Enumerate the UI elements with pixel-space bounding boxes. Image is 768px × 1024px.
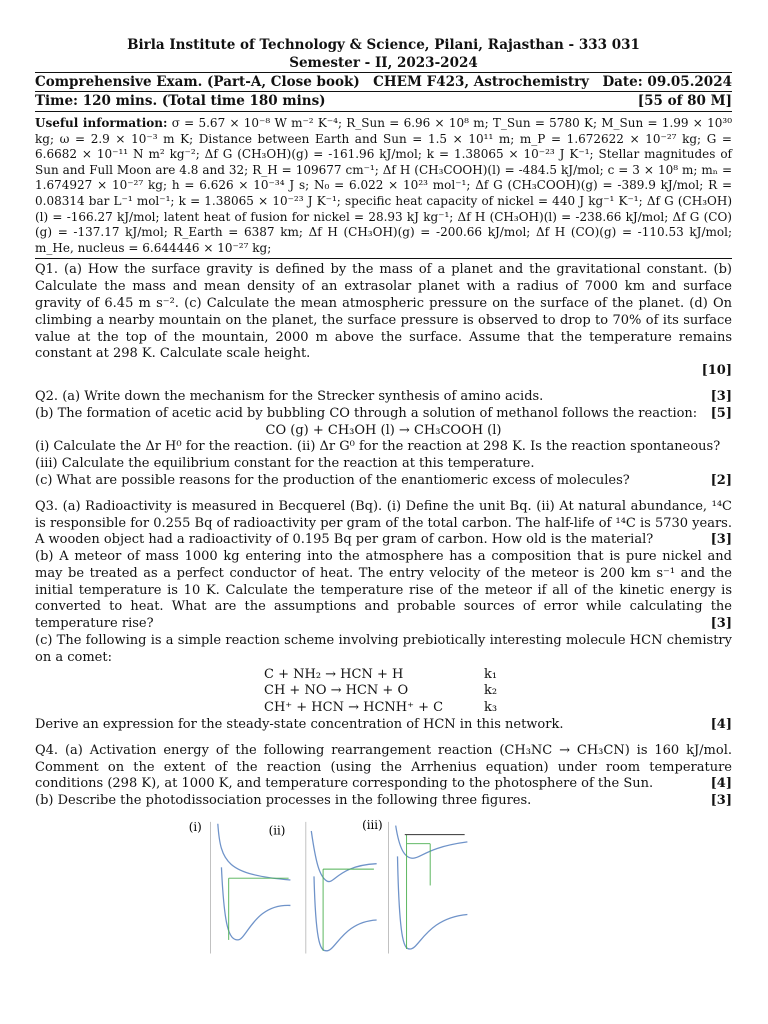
figure-i (211, 822, 291, 954)
figure-ii (306, 822, 377, 954)
q3b-marks: [3] (710, 616, 732, 632)
q2-part-i: (i) Calculate the Δr H⁰ for the reaction. (ii) Δr G⁰ for the reaction at 298 K. Is the reaction spontaneous? (35, 439, 721, 455)
useful-text: σ = 5.67 × 10⁻⁸ W m⁻² K⁻⁴; R_Sun = 6.96 × 10⁸ m; T_Sun = 5780 K; M_Sun = 1.99 × 10³⁰ kg; ω = 2.9 × 10⁻³ m K; Distance between Earth and Sun = 1.5 × 10¹¹ m; m_P = 1.672622 × 10⁻²⁷ kg; G = 6.6682 × 10⁻¹¹ N m² kg⁻²; Δf G (CH₃OH)(g) = -161.96 kJ/mol; k = 1.38065 × 10⁻²³ J K⁻¹; Stellar magnitudes of Sun and Full Moon are 4.8 and 32; R_H = 109677 cm⁻¹; Δf H (CH₃COOH)(l) = -484.5 kJ/mol; c = 3 × 10⁸ m; mₙ = 1.674927 × 10⁻²⁷ kg; h = 6.626 × 10⁻³⁴ J s; N₀ = 6.022 × 10²³ mol⁻¹; Δf G (CH₃COOH)(g) = -389.9 kJ/mol; R = 0.08314 bar L⁻¹ mol⁻¹; k = 1.38065 × 10⁻²³ J K⁻¹; specific heat capacity of nickel = 440 J kg⁻¹ K⁻¹; Δf G (CH₃OH)(l) = -166.27 kJ/mol; latent heat of fusion for nickel = 28.93 kJ kg⁻¹; Δf H (CH₃OH)(l) = -238.66 kJ/mol; Δf G (CO)(g) = -137.17 kJ/mol; R_Earth = 6387 km; Δf H (CH₃OH)(g) = -200.66 kJ/mol; Δf H (CO)(g) = -110.53 kJ/mol; m_He, nucleus = 6.644446 × 10⁻²⁷ kg; (35, 116, 732, 255)
q4b-marks: [3] (710, 793, 732, 809)
exam-marks: [55 of 80 M] (637, 93, 732, 109)
fig-label-iii: (iii) (362, 818, 383, 833)
useful-label: Useful information: (35, 116, 168, 130)
time-info-bar (35, 91, 732, 112)
exam-type: Comprehensive Exam. (Part-A, Close book) (35, 74, 360, 90)
q4a-marks: [4] (710, 776, 732, 792)
institute-name: Birla Institute of Technology & Science, Pilani, Rajasthan - 333 031 (127, 37, 640, 53)
reaction-eq: CH + NO → HCN + O (264, 683, 409, 699)
q2c-text: (c) What are possible reasons for the production of the enantiomeric excess of molecules? (35, 472, 630, 488)
q2-part-iii: (iii) Calculate the equilibrium constant for the reaction at this temperature. (35, 456, 535, 472)
figure-iii (388, 822, 467, 954)
exam-date: Date: 09.05.2024 (602, 74, 732, 90)
q3c-marks: [4] (710, 717, 732, 733)
fig-label-i: (i) (188, 820, 202, 835)
q1-marks: [10] (701, 363, 732, 379)
useful-information (35, 116, 732, 259)
q3b-text: (b) A meteor of mass 1000 kg entering into the atmosphere has a composition that is pure nickel and may be treated as a perfect conductor of heat. The entry velocity of the meteor is 200 km s⁻¹ and the initial temperature is 10 K. Calculate the temperature rise of the meteor if all of the kinetic energy is converted to heat. What are the assumptions and probable sources of error while calculating the temperature rise? (35, 549, 732, 632)
reaction-eq: CH⁺ + HCN → HCNH⁺ + C (264, 700, 444, 716)
q3a-marks: [3] (710, 532, 732, 548)
q2a-marks: [3] (710, 388, 732, 404)
exam-page (35, 36, 732, 810)
reaction-eq: C + NH₂ → HCN + H (264, 666, 404, 682)
q2c-marks: [2] (710, 472, 732, 488)
exam-info-bar (35, 72, 732, 91)
rate-constant: k₃ (484, 700, 498, 716)
q2a-text: Q2. (a) Write down the mechanism for the Strecker synthesis of amino acids. (35, 388, 544, 404)
fig-label-ii: (ii) (268, 823, 286, 838)
q2b-marks: [5] (710, 405, 732, 421)
q1-text: Q1. (a) How the surface gravity is defined by the mass of a planet and the gravitational constant. (b) Calculate the mass and mean density of an extrasolar planet with a radius of 7000 km and surface gravity of 6.45 m s⁻². (c) Calculate the mean atmospheric pressure on the surface of the planet. (d) On climbing a nearby mountain on the planet, the surface pressure is observed to drop to 70% of its surface value at the top of the mountain, 2000 m above the surface. Assume that the temperature remains constant at 298 K. Calculate scale height. (35, 262, 732, 362)
q3c-text: (c) The following is a simple reaction scheme involving prebiotically interesting molecule HCN chemistry on a comet: (35, 633, 732, 665)
q4b-text: (b) Describe the photodissociation processes in the following three figures. (35, 793, 532, 809)
q4a-text: Q4. (a) Activation energy of the following rearrangement reaction (CH₃NC → CH₃CN) is 160 kJ/mol. Comment on the extent of the reaction (using the Arrhenius equation) under room temperature conditions (298 K), at 1000 K, and temperature corresponding to the photosphere of the Sun. (35, 742, 732, 792)
reaction-row (35, 667, 732, 684)
exam-time: Time: 120 mins. (Total time 180 mins) (35, 93, 326, 109)
reaction-row (35, 683, 732, 700)
q3-derive: Derive an expression for the steady-state concentration of HCN in this network. (35, 717, 564, 733)
rate-constant: k₂ (484, 683, 498, 699)
semester: Semester - II, 2023-2024 (289, 55, 478, 71)
q2-equation: CO (g) + CH₃OH (l) → CH₃COOH (l) (265, 422, 502, 438)
question-1 (35, 262, 732, 380)
question-2 (35, 389, 732, 490)
potential-energy-figures (0, 810, 697, 970)
question-3 (35, 499, 732, 734)
q3a-text: Q3. (a) Radioactivity is measured in Becquerel (Bq). (i) Define the unit Bq. (ii) At natural abundance, ¹⁴C is responsible for 0.255 Bq of radioactivity per gram of the total carbon. The half-life of ¹⁴C is 5730 years. A wooden object had a radioactivity of 0.195 Bq per gram of carbon. How old is the material? (35, 498, 732, 548)
q2b-text: (b) The formation of acetic acid by bubbling CO through a solution of methanol follows the reaction: (35, 405, 698, 421)
reaction-row (35, 700, 732, 717)
rate-constant: k₁ (484, 666, 498, 682)
course-code: CHEM F423, Astrochemistry (373, 74, 590, 90)
question-4 (35, 743, 732, 810)
